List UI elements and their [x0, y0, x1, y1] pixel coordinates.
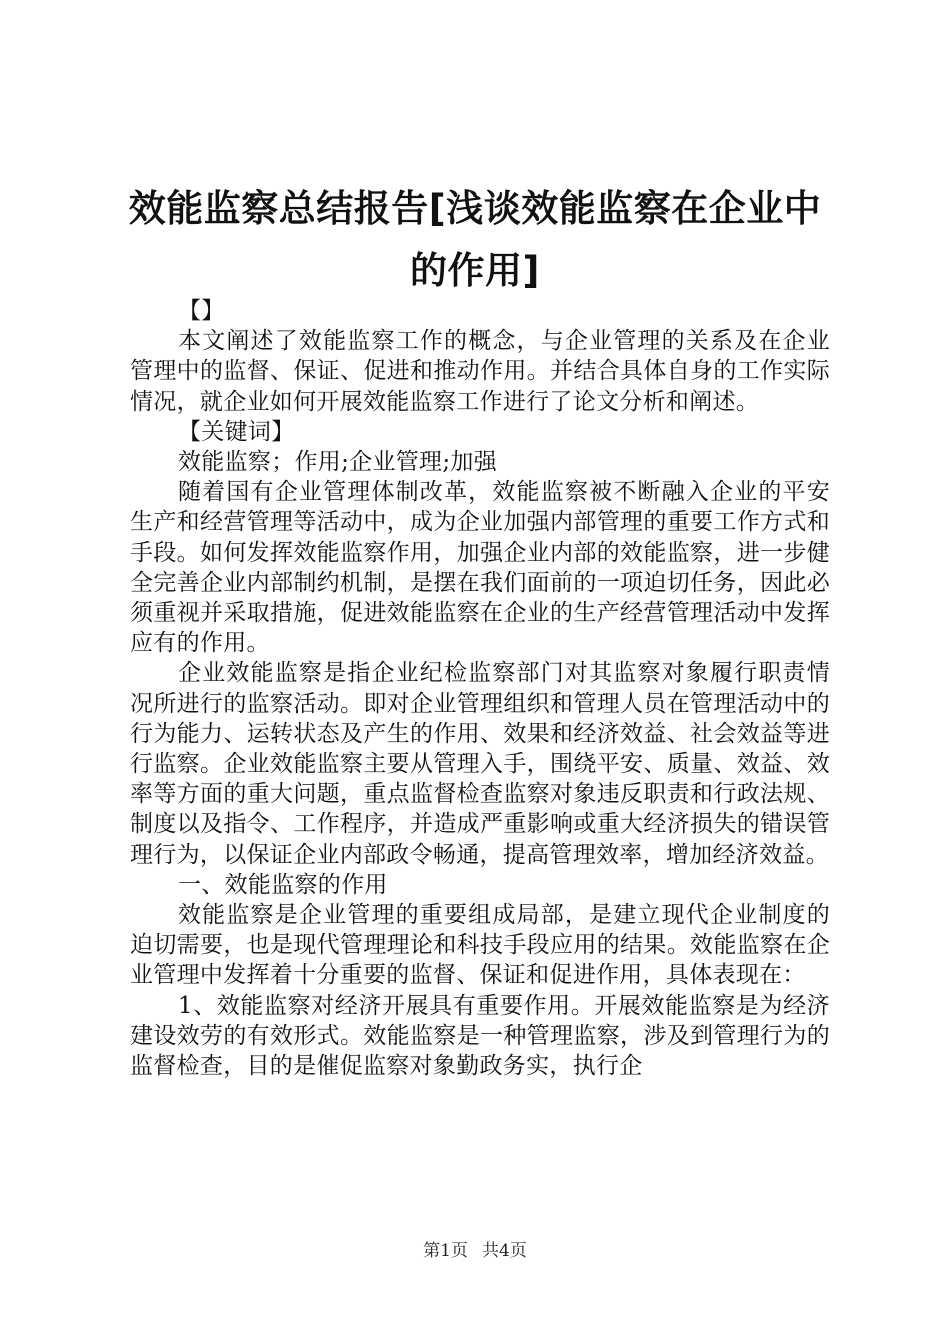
abstract-paragraph: 本文阐述了效能监察工作的概念，与企业管理的关系及在企业管理中的监督、保证、促进和推动作用。并结合具体自身的工作实际情况，就企业如何开展效能监察工作进行了论文分析和阐述。 — [130, 328, 830, 415]
body-paragraph: 随着国有企业管理体制改革，效能监察被不断融入企业的平安生产和经营管理等活动中，成为企业加强内部管理的重要工作方式和手段。如何发挥效能监察作用，加强企业内部的效能监察，进一步健全完善企业内部制约机制，是摆在我们面前的一项迫切任务，因此必须重视并采取措施，促进效能监察在企业的生产经营管理活动中发挥应有的作用。 — [130, 479, 830, 657]
document-title: 效能监察总结报告[浅谈效能监察在企业中的作用] — [128, 187, 822, 292]
section-heading: 一、效能监察的作用 — [178, 871, 388, 898]
keywords-label: 【关键词】 — [178, 418, 295, 445]
abstract-label: 【】 — [178, 298, 225, 324]
page-number: 第1页 — [423, 1241, 468, 1261]
page-footer — [0, 1239, 950, 1263]
body-paragraph: 效能监察是企业管理的重要组成局部，是建立现代企业制度的迫切需要，也是现代管理理论和科技手段应用的结果。效能监察在企业管理中发挥着十分重要的监督、保证和促进作用，具体表现在： — [130, 902, 830, 989]
page-total: 共4页 — [482, 1241, 527, 1261]
body-paragraph: 1、效能监察对经济开展具有重要作用。开展效能监察是为经济建设效劳的有效形式。效能监察是一种管理监察，涉及到管理行为的监督检查，目的是催促监察对象勤政务实，执行企 — [130, 992, 830, 1080]
keywords-text: 效能监察；作用;企业管理;加强 — [178, 449, 497, 476]
body-paragraph: 企业效能监察是指企业纪检监察部门对其监察对象履行职责情况所进行的监察活动。即对企业管理组织和管理人员在管理活动中的行为能力、运转状态及产生的作用、效果和经济效益、社会效益等进行监察。企业效能监察主要从管理入手，围绕平安、质量、效益、效率等方面的重大问题，重点监督检查监察对象违反职责和行政法规、制度以及指令、工作程序，并造成严重影响或重大经济损失的错误管理行为，以保证企业内部政令畅通，提高管理效率，增加经济效益。 — [130, 660, 830, 868]
document-body — [130, 296, 830, 1081]
